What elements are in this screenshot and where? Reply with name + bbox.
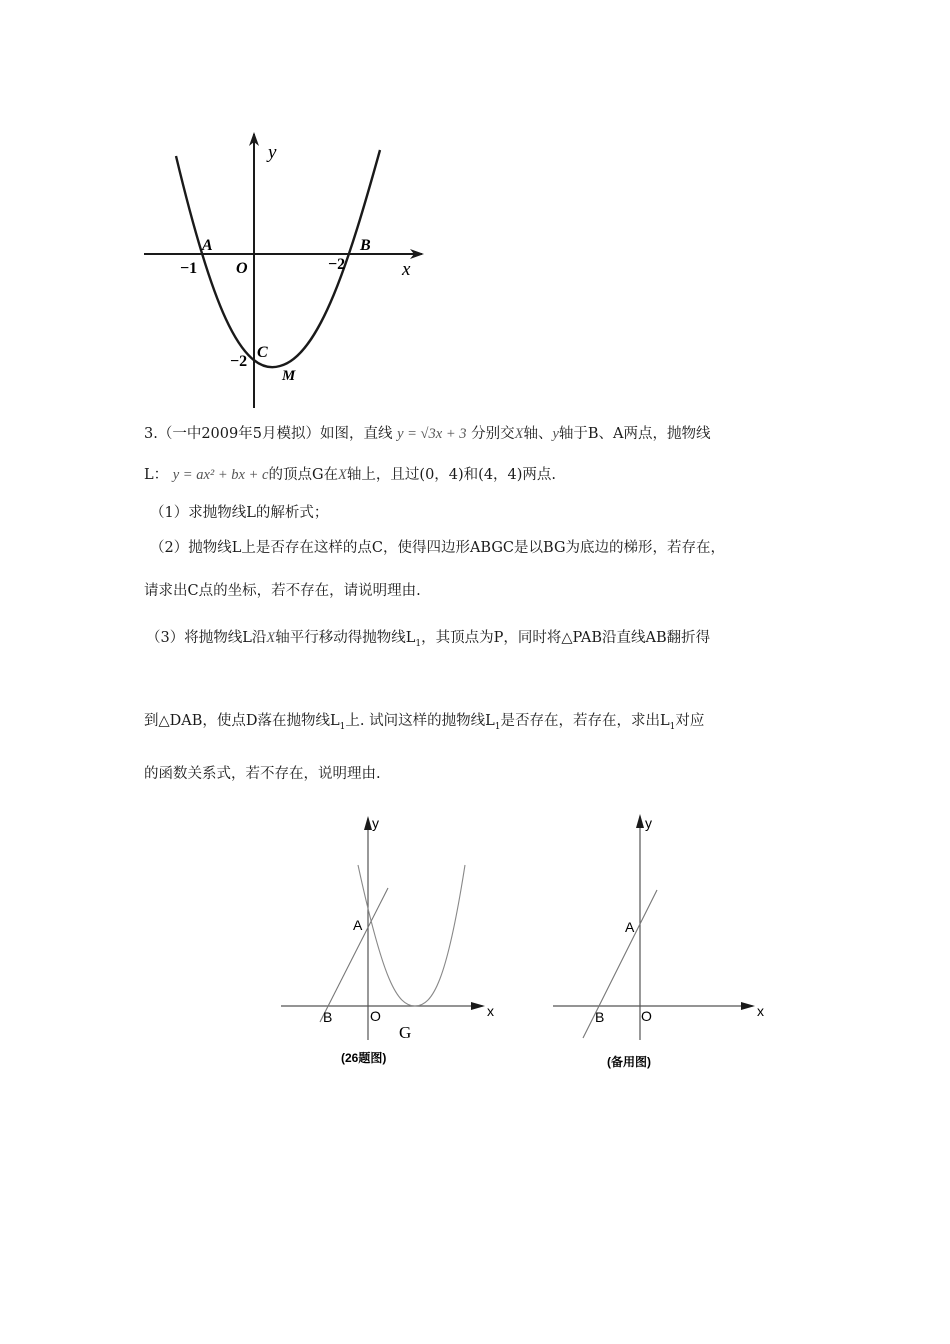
l1-subscript-b2: 1: [494, 721, 501, 732]
problem-line1-mid2: 轴、: [523, 426, 553, 442]
q3-a-mid: 轴平行移动得抛物线L: [275, 630, 416, 646]
q3-a-suffix: ，其顶点为P，同时将△PAB沿直线AB翻折得: [421, 630, 711, 646]
point-b-label: B: [323, 1009, 333, 1025]
problem-line1-suffix: 轴于B、A两点，抛物线: [558, 426, 711, 442]
problem-line2-suffix: 轴上，且过(0，4)和(4，4)两点.: [346, 467, 557, 483]
question-3-line-c: 的函数关系式，若不存在，说明理由.: [144, 766, 381, 782]
problem-line1-mid: 分别交: [471, 426, 515, 442]
parabola-equation: y = ax² + bx + c: [172, 467, 269, 483]
question-3-line-b: [144, 711, 704, 737]
question-3-line-a: [146, 628, 710, 654]
origin-label: O: [236, 260, 248, 277]
point-b-label: B: [595, 1009, 605, 1025]
l1-subscript-b3: 1: [669, 721, 676, 732]
point-m-label: M: [282, 368, 296, 384]
x-axis-label: x: [487, 1003, 494, 1019]
question-2-line-a: （2）抛物线L上是否存在这样的点C，使得四边形ABGC是以BG为底边的梯形，若存在，: [150, 540, 726, 556]
figure-caption: (26题图): [341, 1051, 387, 1065]
q3-b-part4: 对应: [675, 713, 705, 729]
problem-line-2: [144, 465, 556, 485]
parabola-l: [358, 865, 465, 1006]
l1-subscript: 1: [415, 638, 422, 649]
y-axis-label: y: [268, 142, 277, 163]
q3-b-part1: 到△DAB，使点D落在抛物线L: [144, 713, 340, 729]
figure-backup: [545, 810, 775, 1080]
q3-b-part2: 上. 试问这样的抛物线L: [345, 713, 495, 729]
point-a-label: A: [353, 917, 363, 933]
point-a-label: A: [202, 237, 213, 254]
tick-2-label: −2: [328, 256, 346, 273]
figure-26: [275, 810, 505, 1080]
top-parabola-figure: [140, 128, 430, 413]
line-ab: [320, 888, 388, 1022]
q3-b-part3: 是否存在，若存在，求出L: [500, 713, 670, 729]
x-axis-label: x: [757, 1003, 764, 1019]
point-a-label: A: [625, 919, 635, 935]
tick-neg2-label: −2: [230, 353, 248, 370]
x-symbol-3: X: [266, 630, 276, 646]
question-1: （1）求抛物线L的解析式；: [150, 505, 329, 521]
origin-label: O: [370, 1008, 381, 1024]
problem-line-1: [144, 424, 711, 444]
line-equation: y = √3x + 3: [397, 426, 467, 442]
problem-line2-mid: 的顶点G在: [268, 467, 339, 483]
point-b-label: B: [360, 237, 371, 254]
parabola-curve: [176, 150, 380, 367]
x-symbol-2: X: [338, 467, 347, 483]
x-axis-label: x: [402, 259, 411, 280]
figure-caption: (备用图): [607, 1055, 651, 1069]
tick-neg1-label: −1: [180, 260, 198, 277]
y-axis-label: y: [645, 815, 652, 831]
x-symbol: X: [514, 426, 524, 442]
l1-subscript-b1: 1: [339, 721, 346, 732]
origin-label: O: [641, 1008, 652, 1024]
y-symbol: y: [552, 426, 559, 442]
problem-line1-prefix: 3.（一中2009年5月模拟）如图，直线: [144, 426, 393, 442]
point-g-label: G: [399, 1023, 412, 1042]
problem-line2-prefix: L：: [144, 467, 169, 483]
point-c-label: C: [257, 344, 268, 361]
y-axis-label: y: [372, 815, 379, 831]
question-2-line-b: 请求出C点的坐标，若不存在，请说明理由.: [144, 583, 421, 599]
q3-a-prefix: （3）将抛物线L沿: [146, 630, 267, 646]
